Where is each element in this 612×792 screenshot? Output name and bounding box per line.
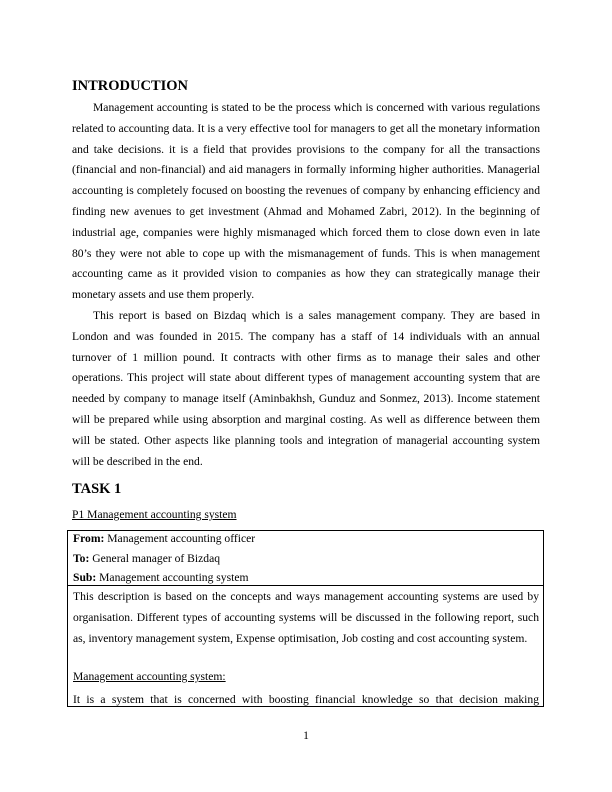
memo-subject-label: Sub:: [73, 571, 97, 584]
memo-to-label: To:: [73, 552, 90, 565]
memo-body-box: [67, 585, 544, 707]
memo-from-value: Management accounting officer: [104, 532, 256, 545]
memo-description: This description is based on the concepts and ways management accounting systems are used by organisation. Different types of accounting systems will be discussed in the following report, such as, inventory management system, Expense optimisation, Job costing and cost accounting system.: [73, 590, 539, 645]
task-1-heading: TASK 1: [72, 481, 122, 497]
page-number: 1: [303, 729, 309, 742]
p1-subheading: P1 Management accounting system: [72, 508, 237, 521]
memo-header-box: [67, 530, 544, 586]
memo-from-label: From:: [73, 532, 105, 545]
introduction-paragraph-1: Management accounting is stated to be the process which is concerned with various regulations related to accounting data. It is a very effective tool for managers to get all the monetary information and take decisions. it is a field that provides provisions to the company for all the transactions (financial and non-financial) and aid managers in formally informing higher authorities. Managerial accounting is completely focused on boosting the revenues of company by enhancing efficiency and finding new avenues to get investment (Ahmad and Mohamed Zabri, 2012). In the beginning of industrial age, companies were highly mismanaged which forced them to close down even in late 80’s they were not able to cope up with the mismanagement of funds. This is when management accounting came as it provided vision to companies as how they can strategically manage their monetary assets and use them properly.: [72, 101, 540, 302]
memo-subject-line: [73, 571, 249, 584]
introduction-paragraph-2: This report is based on Bizdaq which is a sales management company. They are based in London and was founded in 2015. The company has a staff of 14 individuals with an annual turnover of 1 million pound. It contracts with other firms as to manage their sales and other operations. This project will state about different types of management accounting system that are needed by company to manage itself (Aminbakhsh, Gunduz and Sonmez, 2013). Income statement will be prepared while using absorption and marginal costing. As well as difference between them will be stated. Other aspects like planning tools and integration of managerial accounting system will be described in the end.: [72, 309, 540, 468]
management-accounting-system-subheading: Management accounting system:: [73, 670, 226, 683]
management-accounting-system-text: It is a system that is concerned with boosting financial knowledge so that decision making: [73, 693, 539, 706]
memo-from-line: [73, 532, 255, 545]
memo-to-line: [73, 552, 220, 565]
memo-to-value: General manager of Bizdaq: [89, 552, 221, 565]
memo-subject-value: Management accounting system: [96, 571, 249, 584]
introduction-heading: INTRODUCTION: [72, 78, 189, 94]
